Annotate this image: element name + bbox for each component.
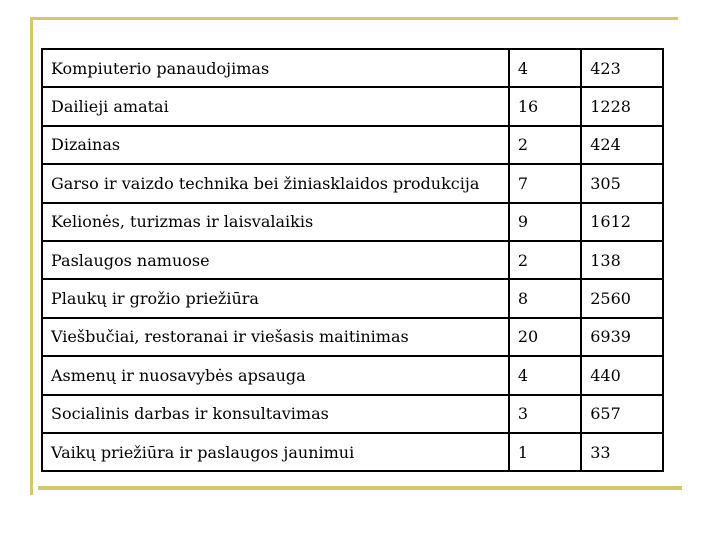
table-row (42, 433, 663, 471)
row-value-a: 9 (509, 203, 581, 241)
row-value-b: 424 (581, 126, 663, 164)
row-name: Plaukų ir grožio priežiūra (42, 279, 509, 317)
row-value-b: 6939 (581, 318, 663, 356)
table-row (42, 395, 663, 433)
table-row (42, 87, 663, 125)
data-table (41, 48, 664, 472)
accent-line-top (30, 17, 678, 20)
accent-line-vertical (30, 17, 33, 495)
row-value-a: 4 (509, 356, 581, 394)
row-value-a: 3 (509, 395, 581, 433)
row-value-b: 138 (581, 241, 663, 279)
row-name: Vaikų priežiūra ir paslaugos jaunimui (42, 433, 509, 471)
table-row (42, 318, 663, 356)
row-value-b: 440 (581, 356, 663, 394)
row-value-a: 20 (509, 318, 581, 356)
row-value-b: 33 (581, 433, 663, 471)
row-value-a: 2 (509, 126, 581, 164)
row-value-b: 657 (581, 395, 663, 433)
row-value-a: 4 (509, 49, 581, 87)
table-row (42, 49, 663, 87)
row-name: Dizainas (42, 126, 509, 164)
row-name: Dailieji amatai (42, 87, 509, 125)
row-name: Paslaugos namuose (42, 241, 509, 279)
row-value-b: 1612 (581, 203, 663, 241)
table-row (42, 126, 663, 164)
row-name: Socialinis darbas ir konsultavimas (42, 395, 509, 433)
table-row (42, 241, 663, 279)
row-value-a: 16 (509, 87, 581, 125)
table-row (42, 356, 663, 394)
row-name: Kompiuterio panaudojimas (42, 49, 509, 87)
row-value-a: 1 (509, 433, 581, 471)
row-value-b: 423 (581, 49, 663, 87)
row-value-a: 7 (509, 164, 581, 202)
row-name: Asmenų ir nuosavybės apsauga (42, 356, 509, 394)
row-name: Garso ir vaizdo technika bei žiniasklaidos produkcija (42, 164, 509, 202)
row-value-a: 8 (509, 279, 581, 317)
row-name: Viešbučiai, restoranai ir viešasis maitinimas (42, 318, 509, 356)
row-name: Kelionės, turizmas ir laisvalaikis (42, 203, 509, 241)
table-row (42, 203, 663, 241)
accent-line-bottom (38, 486, 682, 490)
row-value-a: 2 (509, 241, 581, 279)
table-row (42, 279, 663, 317)
row-value-b: 1228 (581, 87, 663, 125)
row-value-b: 305 (581, 164, 663, 202)
row-value-b: 2560 (581, 279, 663, 317)
table-row (42, 164, 663, 202)
